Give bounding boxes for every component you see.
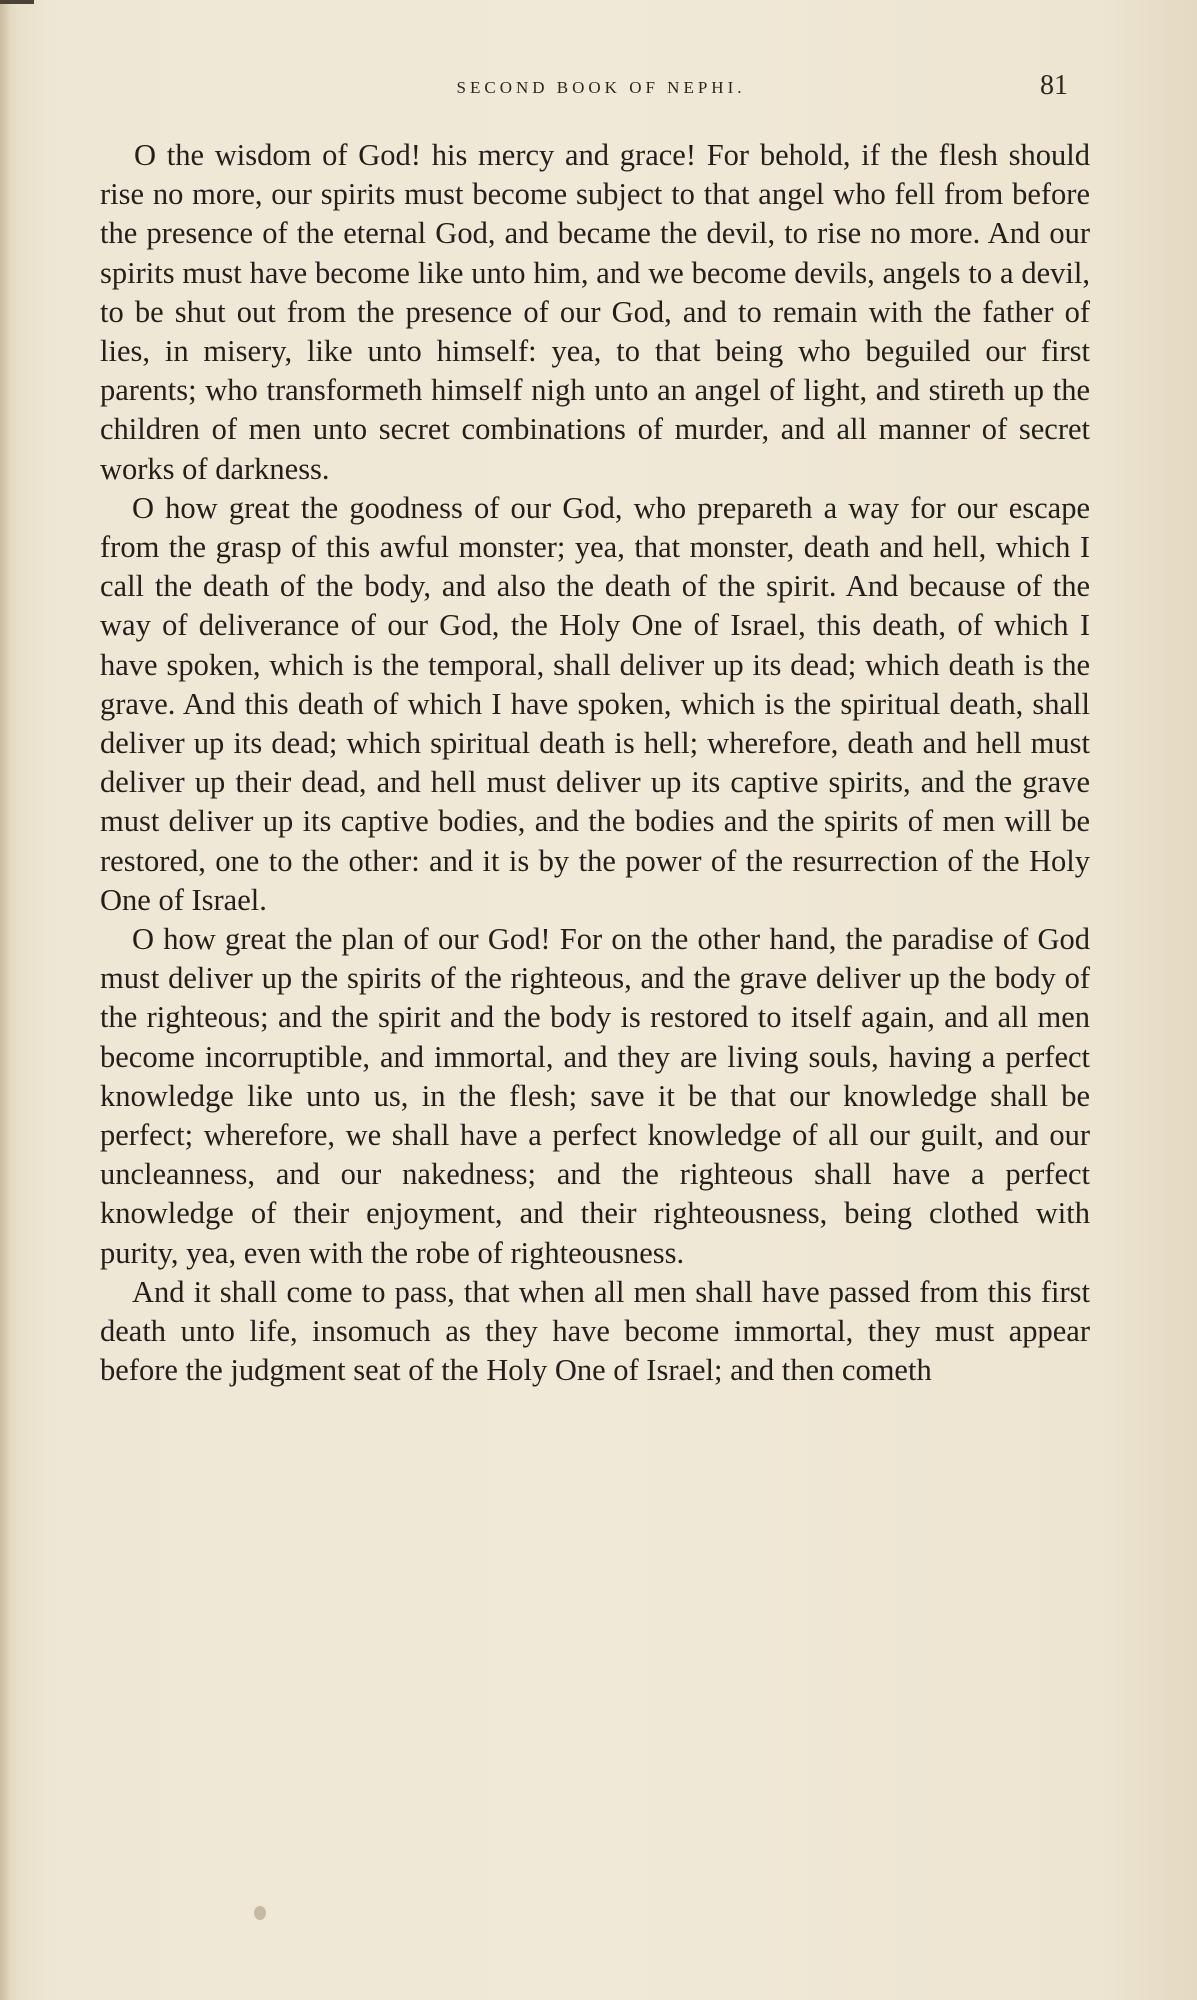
- paragraph-1: O the wisdom of God! his mercy and grace! For behold, if the flesh should rise no more, our spirits must become subject to that angel who fell from before the presence of the eternal God, and became the devil, to rise no more. And our spirits must have become like unto him, and we become devils, angels to a devil, to be shut out from the presence of our God, and to remain with the father of lies, in misery, like unto himself: yea, to that being who beguiled our first parents; who transformeth himself nigh unto an angel of light, and stireth up the children of men unto secret combinations of murder, and all manner of secret works of darkness.: [100, 138, 1090, 486]
- paper-stain: [254, 1906, 266, 1920]
- paragraph-4: And it shall come to pass, that when all men shall have passed from this first death unto life, insomuch as they have become immortal, they must appear before the judgment seat of the Holy One of Israel; and then cometh: [100, 1274, 1090, 1388]
- paragraph-2: O how great the goodness of our God, who prepareth a way for our escape from the grasp of this awful monster; yea, that monster, death and hell, which I call the death of the body, and also the death of the spirit. And because of the way of deliverance of our God, the Holy One of Israel, this death, of which I have spoken, which is the temporal, shall deliver up its dead; which death is the grave. And this death of which I have spoken, which is the spiritual death, shall deliver up its dead; which spiritual death is hell; wherefore, death and hell must deliver up their dead, and hell must deliver up its captive spirits, and the grave must deliver up its captive bodies, and the bodies and the spirits of men will be restored, one to the other: and it is by the power of the resurrection of the Holy One of Israel.: [100, 490, 1090, 917]
- page-number: 81: [1040, 70, 1068, 101]
- page-header: [120, 70, 1082, 110]
- page-corner-mark: [0, 0, 34, 4]
- page-binding-shadow: [0, 0, 10, 2000]
- body-text: [100, 136, 1090, 1391]
- paragraph-3: O how great the plan of our God! For on the other hand, the paradise of God must deliver up the spirits of the righteous, and the grave deliver up the body of the righteous; and the spirit and the body is restored to itself again, and all men become incorruptible, and immortal, and they are living souls, having a perfect knowledge like unto us, in the flesh; save it be that our knowledge shall be perfect; wherefore, we shall have a perfect knowledge of all our guilt, and our uncleanness, and our nakedness; and the righteous shall have a perfect knowledge of their enjoyment, and their righteousness, being clothed with purity, yea, even with the robe of righteousness.: [100, 922, 1090, 1270]
- running-head: SECOND BOOK OF NEPHI.: [456, 78, 746, 97]
